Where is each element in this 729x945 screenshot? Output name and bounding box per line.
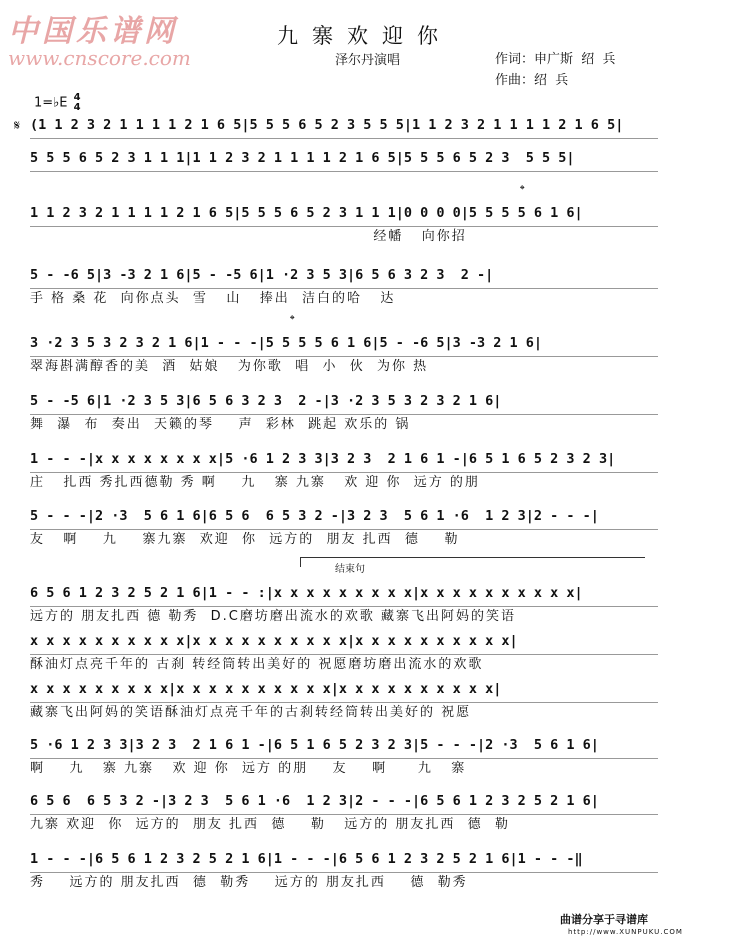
score-row — [30, 676, 658, 723]
lyricist: 作词：申广斯 绍 兵 — [495, 52, 616, 67]
singer: 泽尔丹演唱 — [335, 53, 401, 68]
notation-line: 1 1 2 3 2 1 1 1 1 2 1 6 5|5 5 5 6 5 2 3 1 1 1|0 0 0 0|5 5 5 5 6 1 6| — [30, 200, 658, 227]
footer-url: http://www.XUNPUKU.COM — [568, 928, 683, 936]
notation-line: 5 5 5 6 5 2 3 1 1 1|1 1 2 3 2 1 1 1 1 2 1 6 5|5 5 5 6 5 2 3 5 5 5| — [30, 145, 658, 172]
ending-bracket — [300, 557, 645, 558]
score-row — [30, 330, 658, 377]
score-row — [30, 580, 658, 627]
lyrics-line: 九寨 欢迎 你 远方的 朋友 扎西 德 勒 远方的 朋友扎西 德 勒 — [30, 817, 510, 832]
notation-line: (1 1 2 3 2 1 1 1 1 2 1 6 5|5 5 5 6 5 2 3 5 5 5|1 1 2 3 2 1 1 1 1 2 1 6 5| — [30, 112, 658, 139]
score-row — [30, 732, 658, 779]
notation-line: 5 - -5 6|1 ·2 3 5 3|6 5 6 3 2 3 2 -|3 ·2 3 5 3 2 3 2 1 6| — [30, 388, 658, 415]
ending-label: 结束句 — [335, 564, 365, 575]
lyrics-line: 舞 瀑 布 奏出 天籁的琴 声 彩林 跳起 欢乐的 锅 — [30, 417, 411, 432]
score-row — [30, 200, 658, 247]
lyrics-line: 秀 远方的 朋友扎西 德 勒秀 远方的 朋友扎西 德 勒秀 — [30, 875, 468, 890]
time-signature — [74, 93, 81, 113]
score-row — [30, 446, 658, 493]
coda-sign: 𝄌 — [290, 313, 295, 328]
credits — [495, 49, 616, 91]
notation-line: 5 ·6 1 2 3 3|3 2 3 2 1 6 1 -|6 5 1 6 5 2 3 2 3|5 - - -|2 ·3 5 6 1 6| — [30, 732, 658, 759]
time-bottom: 4 — [73, 102, 81, 113]
score-row — [30, 846, 658, 893]
ending-bracket-tick — [300, 557, 301, 567]
lyrics-line: 友 啊 九 寨九寨 欢迎 你 远方的 朋友 扎西 德 勒 — [30, 532, 460, 547]
lyrics-line: 手 格 桑 花 向你点头 雪 山 捧出 洁白的哈 达 — [30, 291, 396, 306]
footer-share: 曲谱分享于寻谱库 — [560, 913, 648, 926]
watermark-url: www.cnscore.com — [8, 46, 191, 70]
score-row — [30, 262, 658, 309]
notation-line: x x x x x x x x x x|x x x x x x x x x x|x x x x x x x x x x| — [30, 628, 658, 655]
score-row — [30, 788, 658, 835]
watermark-cn: 中国乐谱网 — [8, 14, 178, 49]
lyrics-line — [30, 172, 658, 192]
notation-line: 1 - - -|6 5 6 1 2 3 2 5 2 1 6|1 - - -|6 5 6 1 2 3 2 5 2 1 6|1 - - -‖ — [30, 846, 658, 873]
composer: 作曲：绍 兵 — [495, 73, 569, 88]
lyrics-line: 远方的 朋友扎西 德 勒秀 D.C磨坊磨出流水的欢歌 藏寨飞出阿妈的笑语 — [30, 609, 517, 624]
notation-line: 5 - - -|2 ·3 5 6 1 6|6 5 6 6 5 3 2 -|3 2 3 5 6 1 ·6 1 2 3|2 - - -| — [30, 503, 658, 530]
notation-line: 6 5 6 1 2 3 2 5 2 1 6|1 - - :|x x x x x x x x x|x x x x x x x x x x| — [30, 580, 658, 607]
lyrics-line: 藏寨飞出阿妈的笑语酥油灯点亮千年的古刹转经筒转出美好的 祝愿 — [30, 705, 472, 720]
time-top: 4 — [73, 92, 81, 103]
notation-line: 1 - - -|x x x x x x x x|5 ·6 1 2 3 3|3 2 3 2 1 6 1 -|6 5 1 6 5 2 3 2 3| — [30, 446, 658, 473]
segno-sign: 𝄋 — [14, 118, 21, 134]
lyrics-line: 庄 扎西 秀扎西德勒 秀 啊 九 寨 九寨 欢 迎 你 远方 的朋 — [30, 475, 480, 490]
score-row — [30, 503, 658, 550]
lyrics-line: 啊 九 寨 九寨 欢 迎 你 远方 的朋 友 啊 九 寨 — [30, 761, 467, 776]
lyrics-line: 翠海斟满醇香的美 酒 姑娘 为你歌 唱 小 伙 为你 热 — [30, 359, 429, 374]
key-signature — [34, 93, 81, 113]
notation-line: x x x x x x x x x|x x x x x x x x x x|x x x x x x x x x x| — [30, 676, 658, 703]
key-label: 1=♭E — [34, 95, 68, 111]
song-title: 九寨欢迎你 — [277, 24, 452, 48]
score-row — [30, 145, 658, 192]
lyrics-line: 经幡 向你招 — [30, 229, 467, 244]
notation-line: 6 5 6 6 5 3 2 -|3 2 3 5 6 1 ·6 1 2 3|2 - - -|6 5 6 1 2 3 2 5 2 1 6| — [30, 788, 658, 815]
notation-line: 3 ·2 3 5 3 2 3 2 1 6|1 - - -|5 5 5 5 6 1 6|5 - -6 5|3 -3 2 1 6| — [30, 330, 658, 357]
coda-sign: 𝄌 — [520, 183, 525, 198]
score-row — [30, 388, 658, 435]
lyrics-line: 酥油灯点亮千年的 古刹 转经筒转出美好的 祝愿磨坊磨出流水的欢歌 — [30, 657, 484, 672]
score-row — [30, 628, 658, 675]
notation-line: 5 - -6 5|3 -3 2 1 6|5 - -5 6|1 ·2 3 5 3|6 5 6 3 2 3 2 -| — [30, 262, 658, 289]
